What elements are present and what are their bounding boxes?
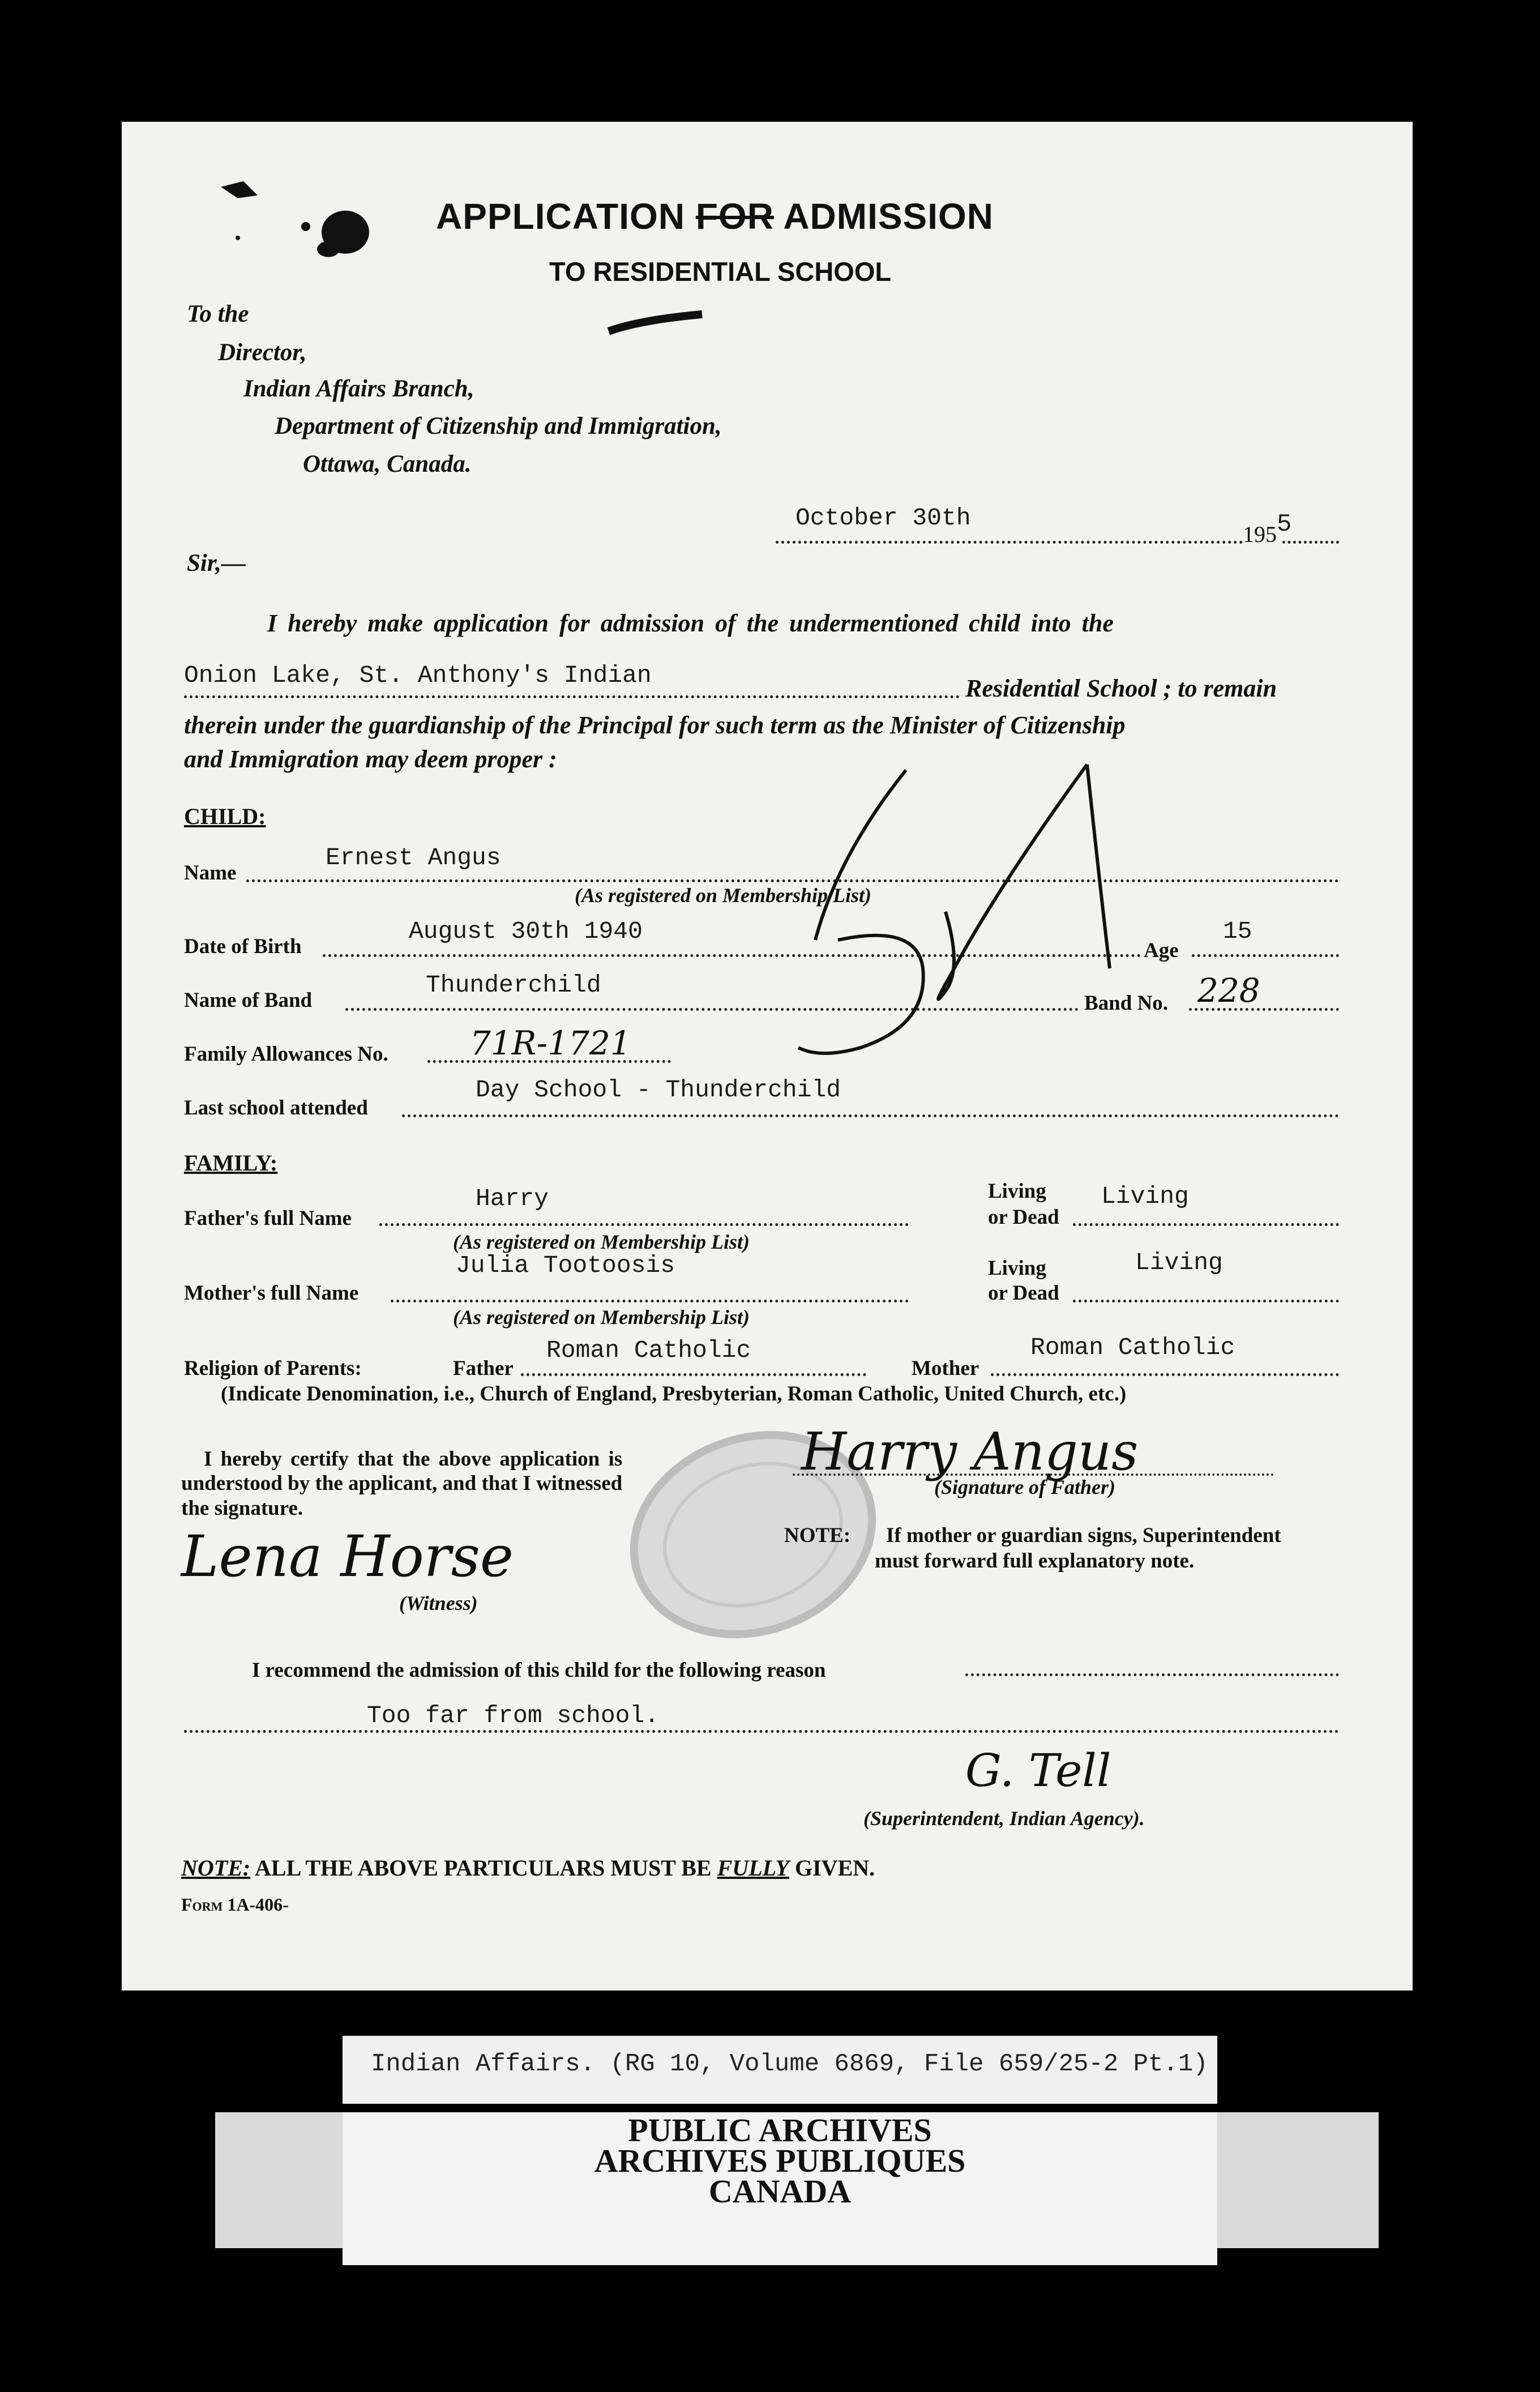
footer-note-text-b: FULLY bbox=[717, 1855, 789, 1881]
address-line-4: Department of Citizenship and Immigration, bbox=[275, 413, 722, 439]
band-name-label: Name of Band bbox=[184, 989, 313, 1012]
superintendent-signature: G. Tell bbox=[965, 1744, 1111, 1797]
living-label-1: Living bbox=[988, 1180, 1046, 1203]
title-word-admission: ADMISSION bbox=[783, 196, 994, 237]
religion-note: (Indicate Denomination, i.e., Church of England, Presbyterian, Roman Catholic, United Church, etc.) bbox=[221, 1382, 1127, 1406]
witness-signature: Lena Horse bbox=[181, 1523, 514, 1590]
child-heading: CHILD: bbox=[184, 804, 266, 829]
recommend-line: I recommend the admission of this child for the following reason bbox=[252, 1659, 826, 1682]
recommend-reason: Too far from school. bbox=[367, 1702, 660, 1729]
band-no-value: 228 bbox=[1197, 971, 1260, 1010]
title-word-for: FOR bbox=[695, 196, 774, 237]
family-allowances-label: Family Allowances No. bbox=[184, 1043, 388, 1066]
archive-stamp-text bbox=[343, 2112, 1217, 2210]
religion-label: Religion of Parents: bbox=[184, 1357, 362, 1380]
body-line-4: and Immigration may deem proper : bbox=[184, 745, 557, 773]
witness-caption: (Witness) bbox=[399, 1592, 478, 1614]
ink-blot-icon bbox=[215, 164, 385, 277]
note-line-1: If mother or guardian signs, Superintendent bbox=[886, 1524, 1281, 1547]
mother-status-value: Living bbox=[1135, 1249, 1223, 1276]
certify-line-2: understood by the applicant, and that I witnessed bbox=[181, 1472, 623, 1495]
band-name-value: Thunderchild bbox=[426, 971, 601, 999]
body-line-2: Residential School ; to remain bbox=[965, 674, 1277, 702]
family-allowances-value: 71R-1721 bbox=[470, 1024, 631, 1062]
living-label-2: Living bbox=[988, 1257, 1046, 1280]
mother-membership-note: (As registered on Membership List) bbox=[453, 1306, 750, 1329]
title-word-application: APPLICATION bbox=[436, 196, 686, 237]
dob-label: Date of Birth bbox=[184, 935, 302, 958]
father-name-value: Harry bbox=[476, 1185, 549, 1212]
mother-name-label: Mother's full Name bbox=[184, 1282, 359, 1305]
certify-line-1: I hereby certify that the above application is bbox=[204, 1447, 623, 1471]
note-line-2: must forward full explanatory note. bbox=[875, 1549, 1195, 1573]
body-line-1: I hereby make application for admission of the undermentioned child into the bbox=[267, 609, 1114, 637]
note-label: NOTE: bbox=[784, 1524, 851, 1547]
age-value: 15 bbox=[1223, 917, 1252, 945]
archive-line-2: ARCHIVES PUBLIQUES bbox=[594, 2142, 966, 2179]
child-name-label: Name bbox=[184, 861, 237, 885]
archive-reference: Indian Affairs. (RG 10, Volume 6869, File 659/25-2 Pt.1) bbox=[371, 2050, 1208, 2078]
religion-father-label: Father bbox=[453, 1357, 514, 1380]
dead-label-1: or Dead bbox=[988, 1206, 1059, 1229]
footer-note-label: NOTE: bbox=[181, 1855, 251, 1881]
father-name-label: Father's full Name bbox=[184, 1207, 352, 1230]
last-school-label: Last school attended bbox=[184, 1096, 368, 1120]
address-line-3: Indian Affairs Branch, bbox=[243, 375, 474, 402]
religion-father-value: Roman Catholic bbox=[546, 1336, 751, 1364]
dob-value: August 30th 1940 bbox=[409, 917, 643, 945]
father-signature-caption: (Signature of Father) bbox=[934, 1476, 1116, 1498]
archive-line-3: CANADA bbox=[708, 2173, 852, 2210]
archive-line-1: PUBLIC ARCHIVES bbox=[628, 2112, 932, 2148]
school-name-value: Onion Lake, St. Anthony's Indian bbox=[184, 661, 652, 689]
form-number: Form 1A-406- bbox=[181, 1894, 289, 1915]
footer-note-text-c: GIVEN. bbox=[795, 1855, 875, 1881]
age-label: Age bbox=[1144, 939, 1179, 962]
child-name-value: Ernest Angus bbox=[326, 844, 501, 872]
religion-mother-value: Roman Catholic bbox=[1030, 1334, 1235, 1361]
address-line-2: Director, bbox=[218, 339, 307, 366]
handwritten-number-521 bbox=[776, 731, 1127, 1093]
certify-line-3: the signature. bbox=[181, 1497, 303, 1520]
salutation: Sir,— bbox=[187, 550, 246, 576]
band-no-label: Band No. bbox=[1084, 992, 1169, 1015]
father-status-value: Living bbox=[1101, 1182, 1189, 1210]
superintendent-caption: (Superintendent, Indian Agency). bbox=[863, 1807, 1145, 1830]
address-line-1: To the bbox=[187, 301, 249, 327]
date-value: October 30th bbox=[795, 504, 971, 532]
form-subtitle: TO RESIDENTIAL SCHOOL bbox=[549, 257, 892, 287]
last-school-value: Day School - Thunderchild bbox=[476, 1076, 841, 1104]
date-year: 1955 bbox=[1243, 510, 1292, 547]
form-title bbox=[436, 195, 994, 237]
footer-note-text-a: ALL THE ABOVE PARTICULARS MUST BE bbox=[255, 1855, 712, 1881]
footer-note bbox=[181, 1855, 875, 1881]
child-membership-note: (As registered on Membership List) bbox=[575, 884, 872, 907]
body-line-3: therein under the guardianship of the Principal for such term as the Minister of Citizenship bbox=[184, 711, 1126, 739]
father-membership-note: (As registered on Membership List) bbox=[453, 1231, 750, 1253]
dead-label-2: or Dead bbox=[988, 1282, 1059, 1305]
ink-stroke-icon bbox=[606, 309, 708, 337]
father-signature: Harry Angus bbox=[801, 1421, 1139, 1482]
family-heading: FAMILY: bbox=[184, 1150, 278, 1176]
mother-name-value: Julia Tootoosis bbox=[456, 1251, 675, 1279]
address-line-5: Ottawa, Canada. bbox=[303, 451, 472, 477]
religion-mother-label: Mother bbox=[912, 1357, 979, 1380]
